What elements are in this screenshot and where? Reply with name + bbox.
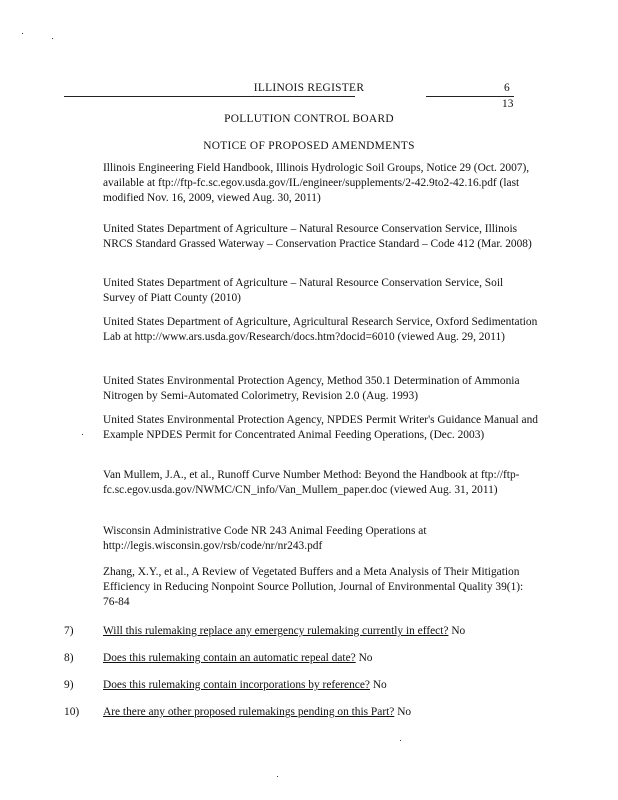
scan-speck: [22, 33, 23, 34]
register-title: ILLINOIS REGISTER: [253, 82, 365, 94]
scan-speck: [277, 776, 278, 777]
question-line: [103, 678, 387, 693]
reference-item: Illinois Engineering Field Handbook, Illinois Hydrologic Soil Groups, Notice 29 (Oct. 2007), available at ftp://ftp-fc.sc.egov.usda.gov/IL/engineer/supplements/2-42.9to2-42.16.pdf (last modified Nov. 16, 2009, viewed Aug. 30, 2011): [103, 162, 530, 204]
question-answer: No: [358, 652, 373, 664]
board-title: POLLUTION CONTROL BOARD: [224, 113, 394, 125]
question-number: 8): [64, 652, 74, 664]
scan-speck: [400, 740, 401, 741]
scan-speck: [52, 38, 53, 39]
question-line: [103, 651, 373, 666]
question-answer: No: [397, 706, 412, 718]
question-line: [103, 705, 411, 720]
notice-title: NOTICE OF PROPOSED AMENDMENTS: [203, 140, 415, 152]
question-answer: No: [451, 625, 466, 637]
question-text: Are there any other proposed rulemakings pending on this Part?: [103, 706, 395, 718]
scan-speck: [82, 434, 83, 435]
question-line: [103, 624, 465, 639]
page-number: 6: [504, 82, 510, 94]
reference-item: United States Department of Agriculture – Natural Resource Conservation Service, Soil Survey of Piatt County (2010): [103, 277, 504, 304]
reference-item: United States Department of Agriculture – Natural Resource Conservation Service, Illinois NRCS Standard Grassed Waterway – Conservation Practice Standard – Code 412 (Mar. 2008): [103, 223, 532, 250]
reference-item: Zhang, X.Y., et al., A Review of Vegetated Buffers and a Meta Analysis of Their Mitigation Efficiency in Reducing Nonpoint Source Pollution, Journal of Environmental Quality 39(1): 76-84: [103, 566, 524, 608]
reference-item: United States Environmental Protection Agency, NPDES Permit Writer's Guidance Manual and Example NPDES Permit for Concentrated Animal Feeding Operations, (Dec. 2003): [103, 414, 538, 441]
question-text: Does this rulemaking contain an automatic repeal date?: [103, 652, 356, 664]
header-rule-right: [426, 96, 514, 97]
reference-item: United States Environmental Protection Agency, Method 350.1 Determination of Ammonia Nitrogen by Semi-Automated Colorimetry, Revision 2.0 (Aug. 1993): [103, 375, 520, 402]
question-number: 9): [64, 679, 74, 691]
question-text: Does this rulemaking contain incorporations by reference?: [103, 679, 370, 691]
reference-item: Van Mullem, J.A., et al., Runoff Curve Number Method: Beyond the Handbook at ftp://ftp-fc.sc.egov.usda.gov/NWMC/CN_info/Van_Mullem_paper.doc (viewed Aug. 31, 2011): [103, 469, 520, 496]
reference-item: Wisconsin Administrative Code NR 243 Animal Feeding Operations at http://legis.wisconsin.gov/rsb/code/nr/nr243.pdf: [103, 525, 427, 552]
page-number-line2: 13: [502, 98, 514, 110]
question-answer: No: [372, 679, 387, 691]
header-rule-left: [64, 96, 355, 97]
reference-item: United States Department of Agriculture, Agricultural Research Service, Oxford Sedimentation Lab at http://www.ars.usda.gov/Research/docs.htm?docid=6010 (viewed Aug. 29, 2011): [103, 316, 538, 343]
question-number: 7): [64, 625, 74, 637]
question-number: 10): [64, 706, 80, 718]
question-text: Will this rulemaking replace any emergency rulemaking currently in effect?: [103, 625, 449, 637]
